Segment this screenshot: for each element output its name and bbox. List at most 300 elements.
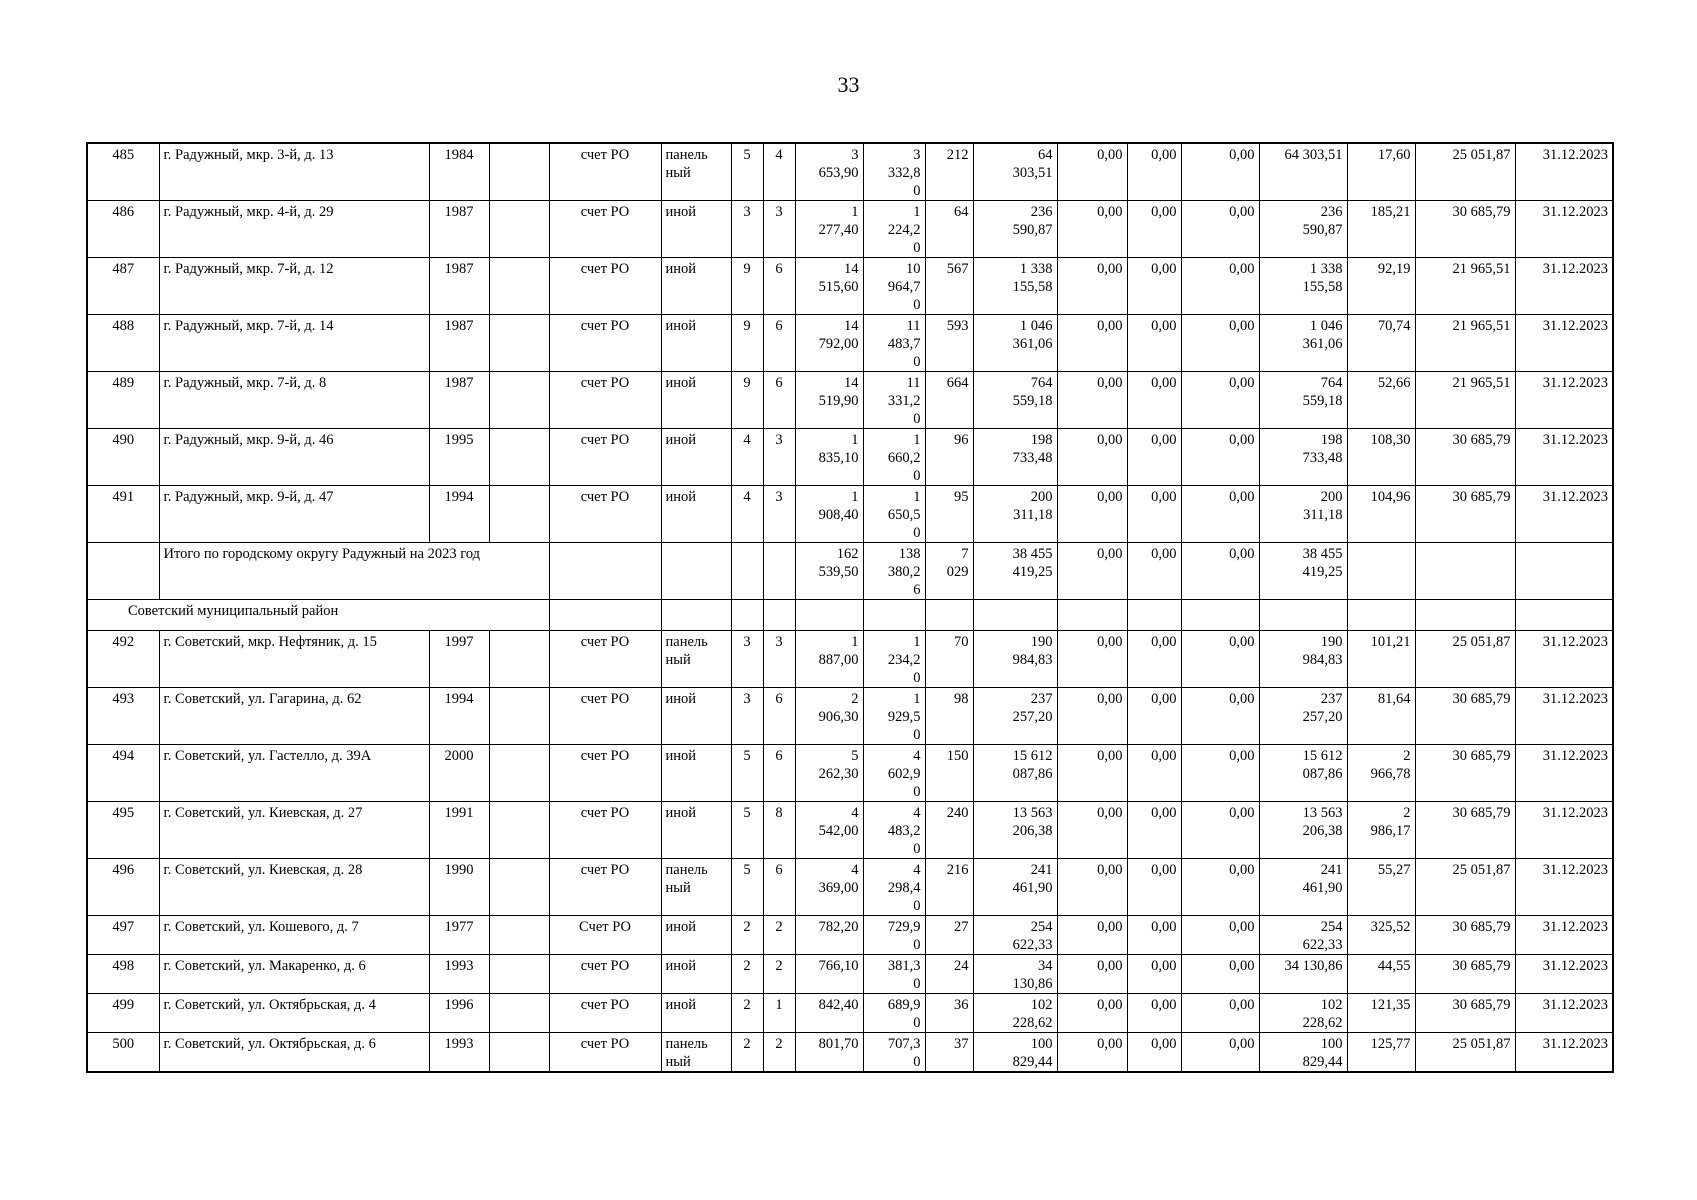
specific-cost-cell: 121,35 bbox=[1347, 994, 1415, 1033]
total-area-cell: 766,10 bbox=[795, 955, 863, 994]
year-cell: 1987 bbox=[429, 201, 489, 258]
total-area-cell: 1 908,40 bbox=[795, 486, 863, 543]
cost-cell: 0,00 bbox=[1057, 429, 1127, 486]
entrances-cell: 6 bbox=[763, 258, 795, 315]
total-area-cell: 782,20 bbox=[795, 916, 863, 955]
table-row bbox=[87, 631, 1613, 688]
cost-total-cell: 241 461,90 bbox=[973, 859, 1057, 916]
fund-method-cell: счет РО bbox=[549, 315, 661, 372]
address-cell: г. Радужный, мкр. 3-й, д. 13 bbox=[159, 143, 429, 201]
address-cell: г. Советский, ул. Макаренко, д. 6 bbox=[159, 955, 429, 994]
cost-total-cell: 38 455 419,25 bbox=[973, 543, 1057, 600]
cost-cell: 0,00 bbox=[1181, 916, 1259, 955]
year-cell: 1994 bbox=[429, 486, 489, 543]
limit-cost-cell: 21 965,51 bbox=[1415, 315, 1515, 372]
blank-cell bbox=[489, 486, 549, 543]
wall-material-cell: панель ный bbox=[661, 631, 731, 688]
blank-cell bbox=[1259, 600, 1347, 631]
residents-cell: 98 bbox=[925, 688, 973, 745]
fund-method-cell: счет РО bbox=[549, 688, 661, 745]
cost-cell: 0,00 bbox=[1127, 994, 1181, 1033]
cost-cell: 0,00 bbox=[1181, 143, 1259, 201]
year-cell: 1987 bbox=[429, 372, 489, 429]
address-cell: г. Советский, ул. Киевская, д. 27 bbox=[159, 802, 429, 859]
blank-cell bbox=[489, 745, 549, 802]
cost-cell: 0,00 bbox=[1127, 631, 1181, 688]
cost-total-cell: 764 559,18 bbox=[973, 372, 1057, 429]
floors-cell: 5 bbox=[731, 859, 763, 916]
address-cell: г. Радужный, мкр. 9-й, д. 46 bbox=[159, 429, 429, 486]
fund-method-cell: счет РО bbox=[549, 429, 661, 486]
cost-cell: 0,00 bbox=[1181, 955, 1259, 994]
year-cell: 1995 bbox=[429, 429, 489, 486]
year-cell: 1984 bbox=[429, 143, 489, 201]
floors-cell: 2 bbox=[731, 916, 763, 955]
completion-date-cell: 31.12.2023 bbox=[1515, 955, 1613, 994]
cost-total-cell: 34 130,86 bbox=[973, 955, 1057, 994]
address-cell: г. Советский, ул. Октябрьская, д. 4 bbox=[159, 994, 429, 1033]
table-row bbox=[87, 258, 1613, 315]
cost-cell: 0,00 bbox=[1181, 372, 1259, 429]
cost-cell: 0,00 bbox=[1181, 258, 1259, 315]
fund-method-cell: счет РО bbox=[549, 486, 661, 543]
cost-cell: 0,00 bbox=[1127, 315, 1181, 372]
total-area-cell: 14 515,60 bbox=[795, 258, 863, 315]
floors-cell: 2 bbox=[731, 1033, 763, 1073]
residents-cell: 36 bbox=[925, 994, 973, 1033]
cost-total-cell: 1 046 361,06 bbox=[973, 315, 1057, 372]
wall-material-cell: иной bbox=[661, 916, 731, 955]
section-row bbox=[87, 600, 1613, 631]
table-row bbox=[87, 201, 1613, 258]
row-number-cell: 491 bbox=[87, 486, 159, 543]
entrances-cell: 2 bbox=[763, 955, 795, 994]
blank-cell bbox=[489, 859, 549, 916]
table-row bbox=[87, 372, 1613, 429]
specific-cost-cell: 55,27 bbox=[1347, 859, 1415, 916]
fund-method-cell: Счет РО bbox=[549, 916, 661, 955]
blank-cell bbox=[973, 600, 1057, 631]
address-cell: г. Советский, ул. Киевская, д. 28 bbox=[159, 859, 429, 916]
cost-cell: 0,00 bbox=[1057, 631, 1127, 688]
floors-cell: 2 bbox=[731, 955, 763, 994]
entrances-cell: 8 bbox=[763, 802, 795, 859]
cost-cell: 200 311,18 bbox=[1259, 486, 1347, 543]
cost-cell: 0,00 bbox=[1127, 745, 1181, 802]
floors-cell: 5 bbox=[731, 802, 763, 859]
year-cell: 1987 bbox=[429, 258, 489, 315]
entrances-cell: 6 bbox=[763, 745, 795, 802]
wall-material-cell: иной bbox=[661, 994, 731, 1033]
living-area-cell: 4 602,9 0 bbox=[863, 745, 925, 802]
row-number-cell: 498 bbox=[87, 955, 159, 994]
living-area-cell: 1 234,2 0 bbox=[863, 631, 925, 688]
limit-cost-cell: 30 685,79 bbox=[1415, 745, 1515, 802]
residents-cell: 212 bbox=[925, 143, 973, 201]
blank-cell bbox=[489, 631, 549, 688]
residents-cell: 664 bbox=[925, 372, 973, 429]
blank-cell bbox=[1057, 600, 1127, 631]
cost-cell: 1 338 155,58 bbox=[1259, 258, 1347, 315]
wall-material-cell: иной bbox=[661, 201, 731, 258]
blank-cell bbox=[925, 600, 973, 631]
entrances-cell: 3 bbox=[763, 486, 795, 543]
residents-cell: 64 bbox=[925, 201, 973, 258]
specific-cost-cell: 70,74 bbox=[1347, 315, 1415, 372]
wall-material-cell: иной bbox=[661, 258, 731, 315]
page-number: 33 bbox=[837, 72, 860, 97]
cost-total-cell: 236 590,87 bbox=[973, 201, 1057, 258]
total-area-cell: 801,70 bbox=[795, 1033, 863, 1073]
wall-material-cell: панель ный bbox=[661, 1033, 731, 1073]
floors-cell: 4 bbox=[731, 429, 763, 486]
wall-material-cell: иной bbox=[661, 955, 731, 994]
completion-date-cell: 31.12.2023 bbox=[1515, 802, 1613, 859]
floors-cell: 5 bbox=[731, 745, 763, 802]
wall-material-cell: иной bbox=[661, 486, 731, 543]
total-area-cell: 4 369,00 bbox=[795, 859, 863, 916]
completion-date-cell: 31.12.2023 bbox=[1515, 201, 1613, 258]
total-area-cell: 3 653,90 bbox=[795, 143, 863, 201]
completion-date-cell: 31.12.2023 bbox=[1515, 631, 1613, 688]
cost-cell: 13 563 206,38 bbox=[1259, 802, 1347, 859]
living-area-cell: 1 660,2 0 bbox=[863, 429, 925, 486]
cost-cell: 254 622,33 bbox=[1259, 916, 1347, 955]
cost-cell: 0,00 bbox=[1181, 1033, 1259, 1073]
year-cell: 1987 bbox=[429, 315, 489, 372]
blank-cell bbox=[489, 688, 549, 745]
table-row bbox=[87, 955, 1613, 994]
wall-material-cell: иной bbox=[661, 745, 731, 802]
address-cell: г. Советский, ул. Кошевого, д. 7 bbox=[159, 916, 429, 955]
row-number-cell: 493 bbox=[87, 688, 159, 745]
table-row bbox=[87, 315, 1613, 372]
cost-cell: 0,00 bbox=[1057, 916, 1127, 955]
row-number-cell: 495 bbox=[87, 802, 159, 859]
blank-cell bbox=[661, 600, 731, 631]
capital-repair-register-table bbox=[86, 142, 1614, 1073]
cost-cell: 0,00 bbox=[1127, 372, 1181, 429]
residents-cell: 593 bbox=[925, 315, 973, 372]
cost-cell: 198 733,48 bbox=[1259, 429, 1347, 486]
fund-method-cell: счет РО bbox=[549, 631, 661, 688]
completion-date-cell: 31.12.2023 bbox=[1515, 916, 1613, 955]
residents-cell: 150 bbox=[925, 745, 973, 802]
completion-date-cell: 31.12.2023 bbox=[1515, 486, 1613, 543]
blank-cell bbox=[489, 258, 549, 315]
total-area-cell: 842,40 bbox=[795, 994, 863, 1033]
residents-cell: 216 bbox=[925, 859, 973, 916]
blank-cell bbox=[1347, 543, 1415, 600]
table-row bbox=[87, 486, 1613, 543]
completion-date-cell: 31.12.2023 bbox=[1515, 372, 1613, 429]
blank-cell bbox=[661, 543, 731, 600]
floors-cell: 5 bbox=[731, 143, 763, 201]
completion-date-cell: 31.12.2023 bbox=[1515, 859, 1613, 916]
cost-cell: 0,00 bbox=[1057, 201, 1127, 258]
living-area-cell: 3 332,8 0 bbox=[863, 143, 925, 201]
total-area-cell: 4 542,00 bbox=[795, 802, 863, 859]
wall-material-cell: иной bbox=[661, 372, 731, 429]
row-number-cell: 486 bbox=[87, 201, 159, 258]
completion-date-cell: 31.12.2023 bbox=[1515, 994, 1613, 1033]
blank-cell bbox=[489, 802, 549, 859]
cost-cell: 0,00 bbox=[1181, 859, 1259, 916]
cost-cell: 15 612 087,86 bbox=[1259, 745, 1347, 802]
cost-cell: 0,00 bbox=[1181, 429, 1259, 486]
limit-cost-cell: 30 685,79 bbox=[1415, 486, 1515, 543]
limit-cost-cell: 25 051,87 bbox=[1415, 631, 1515, 688]
cost-cell: 236 590,87 bbox=[1259, 201, 1347, 258]
residents-cell: 24 bbox=[925, 955, 973, 994]
limit-cost-cell: 21 965,51 bbox=[1415, 258, 1515, 315]
fund-method-cell: счет РО bbox=[549, 955, 661, 994]
row-number-cell: 489 bbox=[87, 372, 159, 429]
row-number-cell: 499 bbox=[87, 994, 159, 1033]
living-area-cell: 138 380,2 6 bbox=[863, 543, 925, 600]
blank-cell bbox=[489, 315, 549, 372]
table-row bbox=[87, 916, 1613, 955]
address-cell: г. Советский, мкр. Нефтяник, д. 15 bbox=[159, 631, 429, 688]
blank-cell bbox=[489, 201, 549, 258]
fund-method-cell: счет РО bbox=[549, 143, 661, 201]
cost-cell: 0,00 bbox=[1057, 315, 1127, 372]
blank-cell bbox=[489, 143, 549, 201]
living-area-cell: 1 650,5 0 bbox=[863, 486, 925, 543]
cost-total-cell: 237 257,20 bbox=[973, 688, 1057, 745]
cost-total-cell: 190 984,83 bbox=[973, 631, 1057, 688]
year-cell: 1993 bbox=[429, 1033, 489, 1073]
limit-cost-cell: 30 685,79 bbox=[1415, 429, 1515, 486]
cost-cell: 0,00 bbox=[1057, 258, 1127, 315]
cost-cell: 64 303,51 bbox=[1259, 143, 1347, 201]
limit-cost-cell: 25 051,87 bbox=[1415, 143, 1515, 201]
total-area-cell: 1 887,00 bbox=[795, 631, 863, 688]
limit-cost-cell: 30 685,79 bbox=[1415, 994, 1515, 1033]
table-row bbox=[87, 1033, 1613, 1073]
cost-cell: 0,00 bbox=[1181, 486, 1259, 543]
cost-cell: 0,00 bbox=[1057, 955, 1127, 994]
entrances-cell: 6 bbox=[763, 315, 795, 372]
completion-date-cell: 31.12.2023 bbox=[1515, 429, 1613, 486]
cost-cell: 0,00 bbox=[1057, 745, 1127, 802]
cost-cell: 0,00 bbox=[1057, 688, 1127, 745]
year-cell: 1977 bbox=[429, 916, 489, 955]
entrances-cell: 6 bbox=[763, 859, 795, 916]
limit-cost-cell: 30 685,79 bbox=[1415, 802, 1515, 859]
table-row bbox=[87, 429, 1613, 486]
limit-cost-cell: 30 685,79 bbox=[1415, 201, 1515, 258]
cost-cell: 0,00 bbox=[1127, 955, 1181, 994]
completion-date-cell: 31.12.2023 bbox=[1515, 745, 1613, 802]
blank-cell bbox=[489, 994, 549, 1033]
cost-cell: 0,00 bbox=[1181, 315, 1259, 372]
year-cell: 1996 bbox=[429, 994, 489, 1033]
floors-cell: 3 bbox=[731, 631, 763, 688]
fund-method-cell: счет РО bbox=[549, 745, 661, 802]
table-row bbox=[87, 143, 1613, 201]
cost-cell: 0,00 bbox=[1127, 258, 1181, 315]
fund-method-cell: счет РО bbox=[549, 859, 661, 916]
living-area-cell: 4 298,4 0 bbox=[863, 859, 925, 916]
completion-date-cell: 31.12.2023 bbox=[1515, 258, 1613, 315]
limit-cost-cell: 30 685,79 bbox=[1415, 955, 1515, 994]
living-area-cell: 1 929,5 0 bbox=[863, 688, 925, 745]
specific-cost-cell: 52,66 bbox=[1347, 372, 1415, 429]
specific-cost-cell: 92,19 bbox=[1347, 258, 1415, 315]
row-number-cell: 490 bbox=[87, 429, 159, 486]
total-row bbox=[87, 543, 1613, 600]
blank-cell bbox=[489, 372, 549, 429]
address-cell: г. Советский, ул. Гастелло, д. 39А bbox=[159, 745, 429, 802]
section-title-cell: Советский муниципальный район bbox=[87, 600, 549, 631]
wall-material-cell: иной bbox=[661, 315, 731, 372]
specific-cost-cell: 44,55 bbox=[1347, 955, 1415, 994]
year-cell: 1991 bbox=[429, 802, 489, 859]
cost-cell: 0,00 bbox=[1057, 372, 1127, 429]
table-row bbox=[87, 688, 1613, 745]
year-cell: 1993 bbox=[429, 955, 489, 994]
cost-cell: 0,00 bbox=[1127, 859, 1181, 916]
living-area-cell: 729,9 0 bbox=[863, 916, 925, 955]
blank-cell bbox=[549, 543, 661, 600]
cost-cell: 0,00 bbox=[1127, 143, 1181, 201]
blank-cell bbox=[489, 1033, 549, 1073]
fund-method-cell: счет РО bbox=[549, 258, 661, 315]
floors-cell: 9 bbox=[731, 315, 763, 372]
blank-cell bbox=[731, 543, 763, 600]
address-cell: г. Радужный, мкр. 7-й, д. 14 bbox=[159, 315, 429, 372]
year-cell: 2000 bbox=[429, 745, 489, 802]
completion-date-cell: 31.12.2023 bbox=[1515, 1033, 1613, 1073]
cost-total-cell: 102 228,62 bbox=[973, 994, 1057, 1033]
cost-cell: 764 559,18 bbox=[1259, 372, 1347, 429]
cost-cell: 0,00 bbox=[1181, 201, 1259, 258]
fund-method-cell: счет РО bbox=[549, 1033, 661, 1073]
cost-cell: 38 455 419,25 bbox=[1259, 543, 1347, 600]
residents-cell: 240 bbox=[925, 802, 973, 859]
blank-cell bbox=[1181, 600, 1259, 631]
cost-cell: 0,00 bbox=[1181, 745, 1259, 802]
address-cell: г. Радужный, мкр. 9-й, д. 47 bbox=[159, 486, 429, 543]
cost-total-cell: 198 733,48 bbox=[973, 429, 1057, 486]
residents-cell: 96 bbox=[925, 429, 973, 486]
row-number-cell: 497 bbox=[87, 916, 159, 955]
cost-cell: 0,00 bbox=[1127, 486, 1181, 543]
blank-cell bbox=[87, 543, 159, 600]
cost-cell: 0,00 bbox=[1057, 859, 1127, 916]
total-area-cell: 1 277,40 bbox=[795, 201, 863, 258]
blank-cell bbox=[489, 916, 549, 955]
table-body bbox=[87, 143, 1613, 1072]
blank-cell bbox=[863, 600, 925, 631]
cost-cell: 0,00 bbox=[1127, 201, 1181, 258]
year-cell: 1997 bbox=[429, 631, 489, 688]
total-label-cell: Итого по городскому округу Радужный на 2023 год bbox=[159, 543, 549, 600]
fund-method-cell: счет РО bbox=[549, 201, 661, 258]
blank-cell bbox=[549, 600, 661, 631]
entrances-cell: 3 bbox=[763, 429, 795, 486]
table-row bbox=[87, 745, 1613, 802]
total-area-cell: 2 906,30 bbox=[795, 688, 863, 745]
wall-material-cell: иной bbox=[661, 429, 731, 486]
row-number-cell: 488 bbox=[87, 315, 159, 372]
completion-date-cell: 31.12.2023 bbox=[1515, 688, 1613, 745]
entrances-cell: 1 bbox=[763, 994, 795, 1033]
fund-method-cell: счет РО bbox=[549, 372, 661, 429]
cost-total-cell: 1 338 155,58 bbox=[973, 258, 1057, 315]
blank-cell bbox=[1347, 600, 1415, 631]
wall-material-cell: панель ный bbox=[661, 143, 731, 201]
address-cell: г. Радужный, мкр. 7-й, д. 8 bbox=[159, 372, 429, 429]
address-cell: г. Советский, ул. Октябрьская, д. 6 bbox=[159, 1033, 429, 1073]
blank-cell bbox=[1415, 543, 1515, 600]
cost-cell: 0,00 bbox=[1057, 1033, 1127, 1073]
total-area-cell: 14 792,00 bbox=[795, 315, 863, 372]
completion-date-cell: 31.12.2023 bbox=[1515, 315, 1613, 372]
address-cell: г. Радужный, мкр. 7-й, д. 12 bbox=[159, 258, 429, 315]
floors-cell: 9 bbox=[731, 372, 763, 429]
specific-cost-cell: 2 986,17 bbox=[1347, 802, 1415, 859]
year-cell: 1990 bbox=[429, 859, 489, 916]
living-area-cell: 10 964,7 0 bbox=[863, 258, 925, 315]
cost-total-cell: 254 622,33 bbox=[973, 916, 1057, 955]
specific-cost-cell: 108,30 bbox=[1347, 429, 1415, 486]
living-area-cell: 1 224,2 0 bbox=[863, 201, 925, 258]
specific-cost-cell: 101,21 bbox=[1347, 631, 1415, 688]
cost-total-cell: 64 303,51 bbox=[973, 143, 1057, 201]
floors-cell: 3 bbox=[731, 201, 763, 258]
residents-cell: 70 bbox=[925, 631, 973, 688]
residents-cell: 95 bbox=[925, 486, 973, 543]
living-area-cell: 707,3 0 bbox=[863, 1033, 925, 1073]
cost-cell: 0,00 bbox=[1181, 631, 1259, 688]
entrances-cell: 3 bbox=[763, 631, 795, 688]
living-area-cell: 11 483,7 0 bbox=[863, 315, 925, 372]
cost-cell: 1 046 361,06 bbox=[1259, 315, 1347, 372]
cost-cell: 190 984,83 bbox=[1259, 631, 1347, 688]
cost-total-cell: 200 311,18 bbox=[973, 486, 1057, 543]
entrances-cell: 6 bbox=[763, 688, 795, 745]
specific-cost-cell: 2 966,78 bbox=[1347, 745, 1415, 802]
blank-cell bbox=[763, 543, 795, 600]
blank-cell bbox=[795, 600, 863, 631]
blank-cell bbox=[1515, 543, 1613, 600]
total-area-cell: 14 519,90 bbox=[795, 372, 863, 429]
cost-cell: 0,00 bbox=[1127, 802, 1181, 859]
blank-cell bbox=[489, 429, 549, 486]
specific-cost-cell: 104,96 bbox=[1347, 486, 1415, 543]
floors-cell: 2 bbox=[731, 994, 763, 1033]
cost-cell: 0,00 bbox=[1181, 994, 1259, 1033]
cost-total-cell: 15 612 087,86 bbox=[973, 745, 1057, 802]
cost-cell: 100 829,44 bbox=[1259, 1033, 1347, 1073]
blank-cell bbox=[1515, 600, 1613, 631]
limit-cost-cell: 25 051,87 bbox=[1415, 859, 1515, 916]
blank-cell bbox=[731, 600, 763, 631]
specific-cost-cell: 325,52 bbox=[1347, 916, 1415, 955]
cost-cell: 0,00 bbox=[1057, 543, 1127, 600]
floors-cell: 4 bbox=[731, 486, 763, 543]
limit-cost-cell: 30 685,79 bbox=[1415, 688, 1515, 745]
limit-cost-cell: 25 051,87 bbox=[1415, 1033, 1515, 1073]
cost-total-cell: 100 829,44 bbox=[973, 1033, 1057, 1073]
cost-cell: 0,00 bbox=[1127, 1033, 1181, 1073]
residents-cell: 27 bbox=[925, 916, 973, 955]
fund-method-cell: счет РО bbox=[549, 994, 661, 1033]
row-number-cell: 492 bbox=[87, 631, 159, 688]
entrances-cell: 3 bbox=[763, 201, 795, 258]
